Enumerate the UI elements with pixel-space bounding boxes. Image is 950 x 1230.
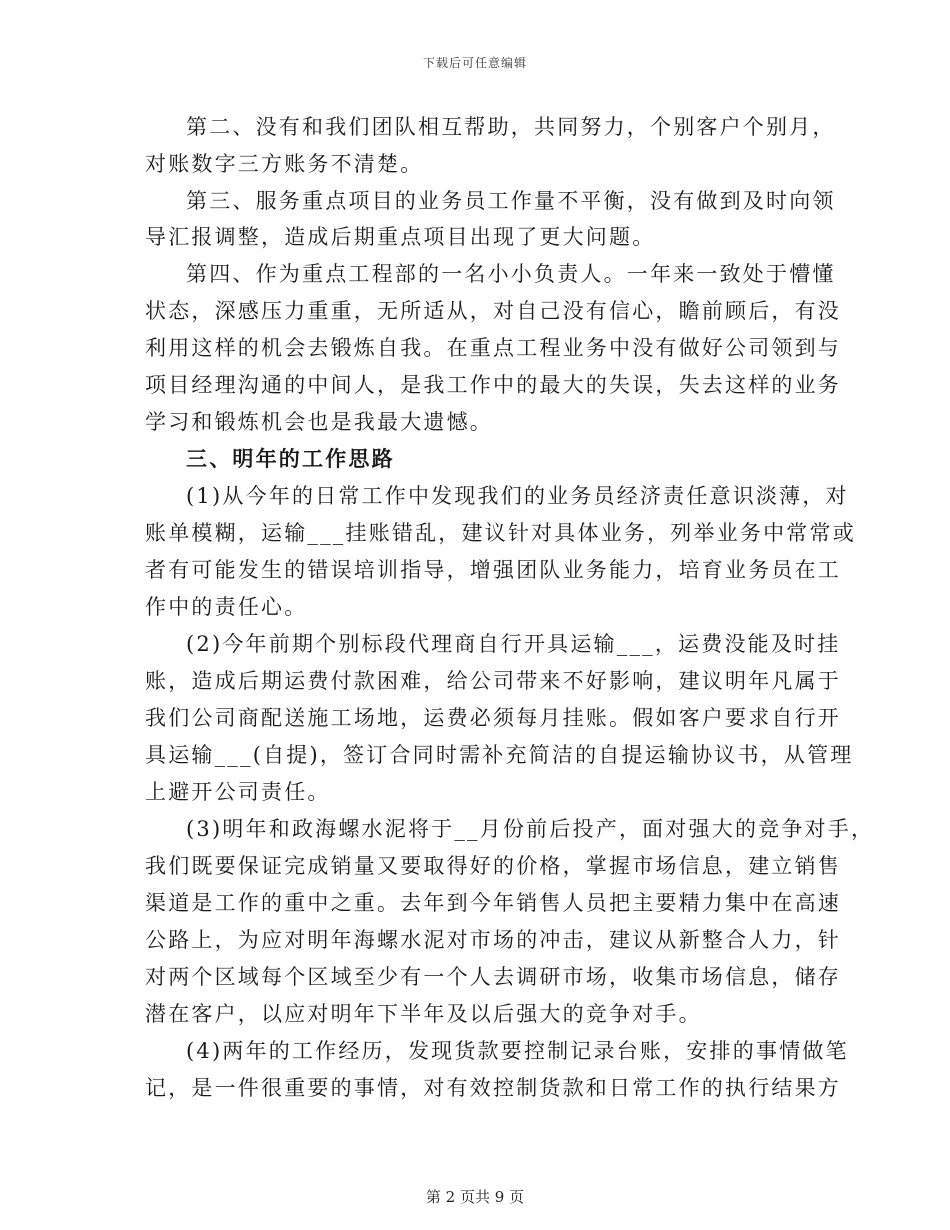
text-line: 状态，深感压力重重，无所适从，对自己没有信心，瞻前顾后，有没 bbox=[145, 299, 841, 323]
text-line: (2)今年前期个别标段代理商自行开具运输___，运费没能及时挂 bbox=[186, 632, 841, 656]
text-line: 者有可能发生的错误培训指导，增强团队业务能力，培育业务员在工 bbox=[145, 558, 841, 582]
text-line: 学习和锻炼机会也是我最大遗憾。 bbox=[145, 410, 493, 434]
text-line: 项目经理沟通的中间人，是我工作中的最大的失误，失去这样的业务 bbox=[145, 373, 841, 397]
page-footer: 第 2 页共 9 页 bbox=[425, 1188, 525, 1206]
section-heading: 三、明年的工作思路 bbox=[186, 446, 395, 471]
text-line: 第四、作为重点工程部的一名小小负责人。一年来一致处于懵懂 bbox=[186, 262, 836, 286]
text-line: 我们公司商配送施工场地，运费必须每月挂账。假如客户要求自行开 bbox=[145, 706, 841, 730]
text-line: (3)明年和政海螺水泥将于__月份前后投产，面对强大的竞争对手， bbox=[186, 817, 875, 841]
text-line: 账，造成后期运费付款困难，给公司带来不好影响，建议明年凡属于 bbox=[145, 669, 841, 693]
text-line: 账单模糊，运输___挂账错乱，建议针对具体业务，列举业务中常常或 bbox=[145, 521, 856, 545]
text-line: 记，是一件很重要的事情，对有效控制货款和日常工作的执行结果方 bbox=[145, 1076, 841, 1100]
text-line: 渠道是工作的重中之重。去年到今年销售人员把主要精力集中在高速 bbox=[145, 891, 841, 915]
text-line: 第二、没有和我们团队相互帮助，共同努力，个别客户个别月， bbox=[186, 115, 836, 139]
text-line: (1)从今年的日常工作中发现我们的业务员经济责任意识淡薄，对 bbox=[186, 484, 849, 508]
text-line: 公路上，为应对明年海螺水泥对市场的冲击，建议从新整合人力，针 bbox=[145, 928, 841, 952]
text-line: 导汇报调整，造成后期重点项目出现了更大问题。 bbox=[145, 225, 656, 249]
text-line: 潜在客户，以应对明年下半年及以后强大的竞争对手。 bbox=[145, 1002, 702, 1026]
text-line: 上避开公司责任。 bbox=[145, 780, 331, 804]
text-line: 具运输___(自提)，签订合同时需补充简洁的自提运输协议书，从管理 bbox=[145, 743, 854, 767]
text-line: 利用这样的机会去锻炼自我。在重点工程业务中没有做好公司领到与 bbox=[145, 336, 841, 360]
text-line: 我们既要保证完成销量又要取得好的价格，掌握市场信息，建立销售 bbox=[145, 854, 841, 878]
page-header: 下载后可任意编辑 bbox=[422, 56, 527, 70]
text-line: 对两个区域每个区域至少有一个人去调研市场，收集市场信息，储存 bbox=[145, 965, 841, 989]
text-line: 第三、服务重点项目的业务员工作量不平衡，没有做到及时向领 bbox=[186, 189, 836, 213]
text-line: (4)两年的工作经历，发现货款要控制记录台账，安排的事情做笔 bbox=[186, 1039, 849, 1063]
text-line: 作中的责任心。 bbox=[145, 595, 308, 619]
text-line: 对账数字三方账务不清楚。 bbox=[145, 152, 424, 176]
